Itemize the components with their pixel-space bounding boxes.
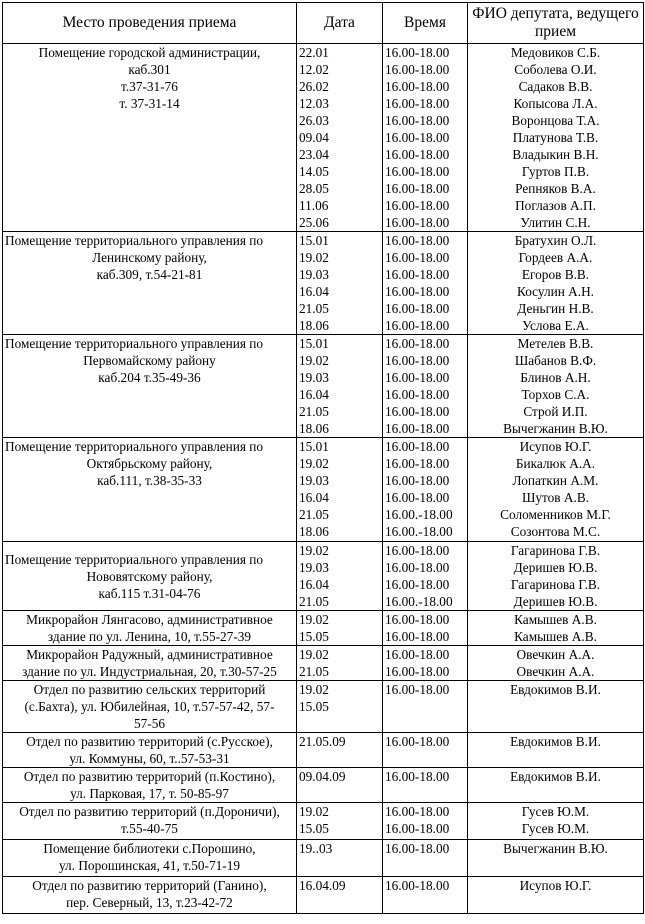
date-cell — [297, 877, 383, 914]
table-row-group — [3, 438, 644, 542]
place-line: т.55-40-75 — [121, 821, 178, 836]
header-time: Время — [383, 3, 468, 44]
time-cell — [383, 733, 468, 768]
date-value: 15.01 — [299, 439, 329, 454]
time-value: 16.00-18.00 — [385, 734, 450, 749]
deputy-name: Деньгин Н.В. — [517, 301, 594, 316]
time-value: 16.00-18.00 — [385, 404, 450, 419]
deputy-name: Воронцова Т.А. — [511, 113, 600, 128]
place-line: Помещение библиотеки с.Порошино, — [43, 841, 256, 856]
deputy-name: Евдокимов В.И. — [510, 682, 601, 697]
place-cell — [3, 681, 297, 733]
place-line: каб.204 т.35-49-36 — [98, 370, 201, 385]
time-cell — [383, 803, 468, 840]
place-line: ул. Парковая, 17, т. 50-85-97 — [70, 786, 229, 801]
place-cell — [3, 611, 297, 646]
deputy-cell — [468, 44, 644, 232]
place-line: каб.301 — [128, 62, 171, 77]
date-cell — [297, 768, 383, 803]
deputy-cell — [468, 840, 644, 877]
table-row-group — [3, 768, 644, 803]
date-value: 26.03 — [299, 113, 329, 128]
date-cell — [297, 44, 383, 232]
deputy-name: Строй И.П. — [523, 404, 588, 419]
date-value: 21.05 — [299, 664, 329, 679]
table-row-group — [3, 611, 644, 646]
place-line: пер. Северный, 13, т.23-42-72 — [66, 895, 233, 910]
deputy-name: Блинов А.Н. — [520, 370, 591, 385]
time-value: 16.00-18.00 — [385, 664, 450, 679]
time-value: 16.00-18.00 — [385, 841, 450, 856]
date-value: 16.04 — [299, 284, 329, 299]
deputy-name: Шабанов В.Ф. — [514, 353, 597, 368]
time-value: 16.00-18.00 — [385, 164, 450, 179]
time-value: 16.00-18.00 — [385, 629, 450, 644]
place-line: каб.111, т.38-35-33 — [97, 473, 202, 488]
place-line: каб.309, т.54-21-81 — [96, 267, 203, 282]
time-cell — [383, 681, 468, 733]
deputy-name: Косулин А.Н. — [516, 284, 595, 299]
time-value: 16.00-18.00 — [385, 878, 450, 893]
deputy-name: Евдокимов В.И. — [510, 769, 601, 784]
deputy-name: Исупов Ю.Г. — [519, 878, 592, 893]
deputy-name: Платунова Т.В. — [512, 130, 599, 145]
place-line: 57-56 — [133, 716, 166, 731]
table-row-group — [3, 44, 644, 232]
time-cell — [383, 768, 468, 803]
time-cell — [383, 542, 468, 611]
time-value: 16.00-18.00 — [385, 473, 450, 488]
deputy-name: Гусев Ю.М. — [521, 821, 590, 836]
time-value: 16.00-18.00 — [385, 96, 450, 111]
deputy-cell — [468, 335, 644, 438]
place-line: здание по ул. Ленина, 10, т.55-27-39 — [47, 629, 252, 644]
time-value: 16.00-18.00 — [385, 821, 450, 836]
date-value: 19..03 — [299, 841, 333, 856]
place-line: здание по ул. Индустриальная, 20, т.30-57-25 — [22, 664, 277, 679]
table-row-group — [3, 232, 644, 335]
deputy-name: Гусев Ю.М. — [521, 804, 590, 819]
deputy-name: Созонтова М.С. — [510, 524, 601, 539]
time-value: 16.00-18.00 — [385, 318, 450, 333]
deputy-cell — [468, 733, 644, 768]
deputy-cell — [468, 803, 644, 840]
table-row-group — [3, 335, 644, 438]
date-value: 14.05 — [299, 164, 329, 179]
time-value: 16.00-18.00 — [385, 387, 450, 402]
time-value: 16.00-18.00 — [385, 560, 450, 575]
deputy-cell — [468, 438, 644, 542]
place-line: Первомайскому району — [83, 353, 216, 368]
deputy-cell — [468, 768, 644, 803]
date-value: 19.02 — [299, 647, 329, 662]
deputy-cell — [468, 681, 644, 733]
deputy-cell — [468, 232, 644, 335]
date-value: 18.06 — [299, 318, 329, 333]
deputy-name: Камышев А.В. — [514, 612, 597, 627]
deputy-name: Владыкин В.Н. — [512, 147, 599, 162]
place-cell — [3, 542, 297, 611]
time-value: 16.00-18.00 — [385, 284, 450, 299]
time-value: 16.00-18.00 — [385, 62, 450, 77]
deputy-name: Егоров В.В. — [521, 267, 590, 282]
date-value: 16.04 — [299, 577, 329, 592]
date-cell — [297, 733, 383, 768]
table-row-group — [3, 877, 644, 914]
date-cell — [297, 646, 383, 681]
time-value: 16.00-18.00 — [385, 647, 450, 662]
time-cell — [383, 646, 468, 681]
place-line: (с.Бахта), ул. Юбилейная, 10, т.57-57-42, 57- — [24, 699, 275, 714]
deputy-name: Гагаринова Г.В. — [510, 543, 601, 558]
place-cell — [3, 840, 297, 877]
date-value: 18.06 — [299, 421, 329, 436]
date-value: 23.04 — [299, 147, 329, 162]
place-line: Отдел по развитию территорий (п.Дороничи), — [19, 804, 280, 819]
table-row-group — [3, 803, 644, 840]
date-value: 25.06 — [299, 215, 329, 230]
deputy-name: Шутов А.В. — [521, 490, 590, 505]
time-value: 16.00-18.00 — [385, 769, 450, 784]
time-cell — [383, 840, 468, 877]
time-value: 16.00-18.00 — [385, 198, 450, 213]
time-value: 16.00-18.00 — [385, 577, 450, 592]
place-line: т.37-31-76 — [121, 79, 178, 94]
deputy-name: Гагаринова Г.В. — [510, 577, 601, 592]
date-value: 19.02 — [299, 612, 329, 627]
date-value: 09.04 — [299, 130, 329, 145]
deputy-name: Соболева О.И. — [514, 62, 597, 77]
time-value: 16.00-18.00 — [385, 79, 450, 94]
place-line: Помещение территориального управления по — [5, 233, 264, 248]
date-value: 26.02 — [299, 79, 329, 94]
date-value: 12.03 — [299, 96, 329, 111]
time-value: 16.00-18.00 — [385, 250, 450, 265]
date-value: 19.02 — [299, 804, 329, 819]
place-line: Отдел по развитию территорий (п.Костино), — [23, 769, 276, 784]
header-deputy: ФИО депутата, ведущего прием — [468, 3, 644, 44]
table-row-group — [3, 646, 644, 681]
deputy-name: Поглазов А.П. — [515, 198, 596, 213]
place-line: Ленинскому району, — [92, 250, 207, 265]
date-value: 09.04.09 — [299, 769, 346, 784]
table-row-group — [3, 681, 644, 733]
time-cell — [383, 44, 468, 232]
place-cell — [3, 803, 297, 840]
place-line: Отдел по развитию территорий (Ганино), — [32, 878, 267, 893]
time-value: 16.00-18.00 — [385, 543, 450, 558]
place-cell — [3, 335, 297, 438]
place-line: Микрорайон Лянгасово, административное — [26, 612, 273, 627]
time-value: 16.00-18.00 — [385, 490, 450, 505]
time-cell — [383, 232, 468, 335]
time-value: 16.00-18.00 — [385, 113, 450, 128]
time-value: 16.00-18.00 — [385, 233, 450, 248]
deputy-name: Овечкин А.А. — [516, 664, 595, 679]
date-value: 21.05.09 — [299, 734, 346, 749]
date-value: 19.03 — [299, 370, 329, 385]
date-value: 19.03 — [299, 560, 329, 575]
date-value: 15.05 — [299, 699, 329, 714]
place-line: Помещение территориального управления по — [5, 336, 264, 351]
deputy-name: Вычегжанин В.Ю. — [503, 841, 608, 856]
date-cell — [297, 335, 383, 438]
date-value: 22.01 — [299, 45, 329, 60]
time-value: 16.00-18.00 — [385, 130, 450, 145]
time-cell — [383, 877, 468, 914]
time-value: 16.00-18.00 — [385, 612, 450, 627]
date-value: 19.03 — [299, 473, 329, 488]
time-value: 16.00-18.00 — [385, 147, 450, 162]
date-value: 12.02 — [299, 62, 329, 77]
date-value: 16.04 — [299, 490, 329, 505]
place-line: ул. Порошинская, 41, т.50-71-19 — [58, 858, 241, 873]
date-value: 19.03 — [299, 267, 329, 282]
deputy-name: Гуртов П.В. — [521, 164, 590, 179]
table-row-group — [3, 542, 644, 611]
deputy-name: Медовиков С.Б. — [510, 45, 601, 60]
place-cell — [3, 768, 297, 803]
time-cell — [383, 611, 468, 646]
deputy-name: Метелев В.В. — [517, 336, 594, 351]
date-cell — [297, 542, 383, 611]
place-line: Микрорайон Радужный, административное — [26, 647, 273, 662]
date-value: 19.02 — [299, 456, 329, 471]
time-value: 16.00.-18.00 — [385, 524, 453, 539]
table-body — [3, 44, 644, 914]
place-line: Отдел по развитию территорий (с.Русское), — [26, 734, 273, 749]
deputy-name: Гордеев А.А. — [518, 250, 593, 265]
deputy-name: Евдокимов В.И. — [510, 734, 601, 749]
place-line: Помещение территориального управления по — [5, 439, 264, 454]
date-cell — [297, 840, 383, 877]
date-cell — [297, 232, 383, 335]
deputy-name: Деришев Ю.В. — [513, 560, 598, 575]
deputy-name: Соломенников М.Г. — [500, 507, 611, 522]
date-value: 18.06 — [299, 524, 329, 539]
date-value: 16.04.09 — [299, 878, 346, 893]
deputy-name: Улитин С.Н. — [520, 215, 591, 230]
date-value: 28.05 — [299, 181, 329, 196]
deputy-name: Торхов С.А. — [521, 387, 590, 402]
deputy-name: Овечкин А.А. — [516, 647, 595, 662]
date-value: 11.06 — [299, 198, 329, 213]
date-value: 15.01 — [299, 233, 329, 248]
time-cell — [383, 335, 468, 438]
time-value: 16.00.-18.00 — [385, 594, 453, 609]
place-line: Отдел по развитию сельских территорий — [33, 682, 266, 697]
place-cell — [3, 438, 297, 542]
time-value: 16.00-18.00 — [385, 456, 450, 471]
date-cell — [297, 438, 383, 542]
deputy-name: Лопаткин А.М. — [512, 473, 599, 488]
place-cell — [3, 44, 297, 232]
date-cell — [297, 681, 383, 733]
time-value: 16.00-18.00 — [385, 215, 450, 230]
time-cell — [383, 438, 468, 542]
place-line: Помещение городской администрации, — [38, 45, 261, 60]
date-value: 15.05 — [299, 821, 329, 836]
reception-schedule-table — [2, 2, 644, 914]
time-value: 16.00-18.00 — [385, 267, 450, 282]
deputy-cell — [468, 542, 644, 611]
header-place: Место проведения приема — [3, 3, 297, 44]
deputy-name: Копысова Л.А. — [513, 96, 598, 111]
deputy-name: Вычегжанин В.Ю. — [503, 421, 608, 436]
date-cell — [297, 611, 383, 646]
time-value: 16.00-18.00 — [385, 421, 450, 436]
time-value: 16.00-18.00 — [385, 181, 450, 196]
date-value: 19.02 — [299, 682, 329, 697]
time-value: 16.00.-18.00 — [385, 507, 453, 522]
deputy-cell — [468, 611, 644, 646]
table-row-group — [3, 733, 644, 768]
time-value: 16.00-18.00 — [385, 804, 450, 819]
place-cell — [3, 646, 297, 681]
deputy-name: Садаков В.В. — [518, 79, 593, 94]
time-value: 16.00-18.00 — [385, 682, 450, 697]
date-value: 21.05 — [299, 404, 329, 419]
deputy-cell — [468, 646, 644, 681]
date-value: 16.04 — [299, 387, 329, 402]
deputy-name: Бикалюк А.А. — [515, 456, 596, 471]
place-line: Помещение территориального управления по — [5, 551, 264, 567]
deputy-name: Исупов Ю.Г. — [519, 439, 592, 454]
deputy-name: Репняков В.А. — [515, 181, 596, 196]
date-cell — [297, 803, 383, 840]
place-cell — [3, 733, 297, 768]
header-date: Дата — [297, 3, 383, 44]
place-line: т. 37-31-14 — [119, 96, 180, 111]
place-line: каб.115 т.31-04-76 — [98, 585, 201, 601]
date-value: 21.05 — [299, 507, 329, 522]
place-cell — [3, 232, 297, 335]
deputy-cell — [468, 877, 644, 914]
date-value: 15.01 — [299, 336, 329, 351]
date-value: 21.05 — [299, 594, 329, 609]
place-cell — [3, 877, 297, 914]
place-line: ул. Коммуны, 60, т..57-53-31 — [69, 751, 230, 766]
table-header-row — [3, 3, 644, 44]
date-value: 19.02 — [299, 353, 329, 368]
time-value: 16.00-18.00 — [385, 439, 450, 454]
deputy-name: Братухин О.Л. — [514, 233, 597, 248]
deputy-name: Услова Е.А. — [522, 318, 589, 333]
date-value: 19.02 — [299, 543, 329, 558]
deputy-name: Деришев Ю.В. — [513, 594, 598, 609]
place-line: Октябрьскому району, — [86, 456, 213, 471]
place-line: Нововятскому району, — [86, 568, 213, 584]
time-value: 16.00-18.00 — [385, 370, 450, 385]
table-row-group — [3, 840, 644, 877]
date-value: 21.05 — [299, 301, 329, 316]
time-value: 16.00-18.00 — [385, 45, 450, 60]
time-value: 16.00-18.00 — [385, 353, 450, 368]
date-value: 15.05 — [299, 629, 329, 644]
deputy-name: Камышев А.В. — [514, 629, 597, 644]
time-value: 16.00-18.00 — [385, 336, 450, 351]
date-value: 19.02 — [299, 250, 329, 265]
time-value: 16.00-18.00 — [385, 301, 450, 316]
